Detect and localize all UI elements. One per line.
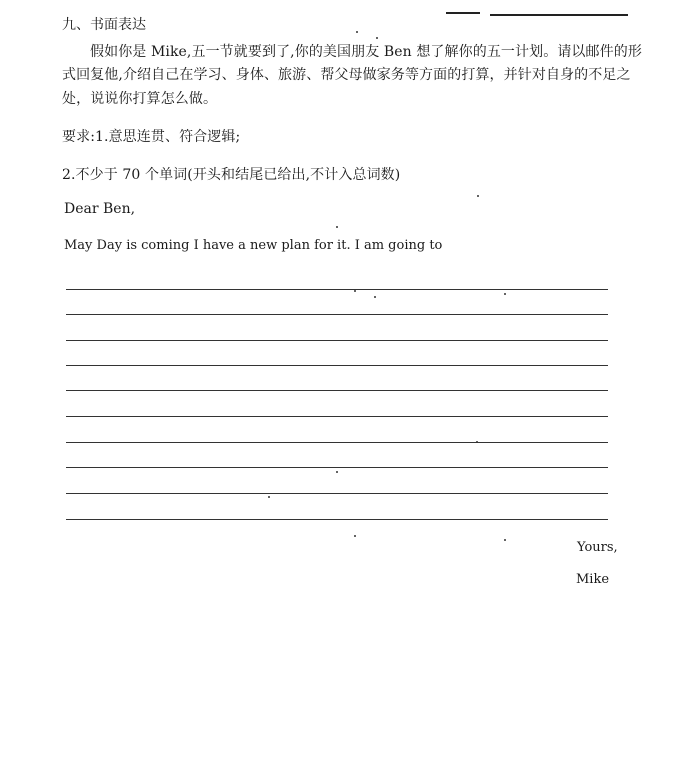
scan-speck: [336, 226, 338, 228]
scan-speck: [374, 296, 376, 298]
writing-line[interactable]: [66, 289, 608, 290]
requirement-2: 2.不少于 70 个单词(开头和结尾已给出,不计入总词数): [62, 167, 401, 183]
scan-speck: [268, 496, 270, 498]
top-rule-short: [446, 12, 480, 14]
writing-line[interactable]: [66, 493, 608, 494]
scan-speck: [477, 195, 479, 197]
scan-speck: [336, 471, 338, 473]
writing-line[interactable]: [66, 519, 608, 520]
scan-speck: [504, 539, 506, 541]
writing-line[interactable]: [66, 416, 608, 417]
letter-opening: May Day is coming I have a new plan for it. I am going to: [64, 238, 443, 253]
scan-speck: [356, 31, 358, 33]
writing-line[interactable]: [66, 365, 608, 366]
letter-signature: Mike: [576, 572, 610, 587]
prompt-line-3: 处，说说你打算怎么做。: [62, 91, 218, 107]
scan-speck: [354, 290, 356, 292]
section-heading: 九、书面表达: [62, 17, 146, 33]
letter-greeting: Dear Ben,: [64, 201, 136, 217]
writing-line[interactable]: [66, 467, 608, 468]
requirement-1: 要求:1.意思连贯、符合逻辑;: [62, 129, 241, 145]
scan-speck: [504, 293, 506, 295]
prompt-line-2: 式回复他,介绍自己在学习、身体、旅游、帮父母做家务等方面的打算，并针对自身的不足之: [62, 67, 631, 83]
writing-line[interactable]: [66, 340, 608, 341]
writing-line[interactable]: [66, 314, 608, 315]
writing-line[interactable]: [66, 390, 608, 391]
scan-speck: [376, 37, 378, 39]
top-rule-long: [490, 14, 628, 16]
scan-speck: [354, 535, 356, 537]
prompt-line-1: 假如你是 Mike,五一节就要到了,你的美国朋友 Ben 想了解你的五一计划。请以邮件的形: [90, 44, 642, 60]
letter-closing: Yours,: [577, 540, 618, 555]
writing-line[interactable]: [66, 442, 608, 443]
